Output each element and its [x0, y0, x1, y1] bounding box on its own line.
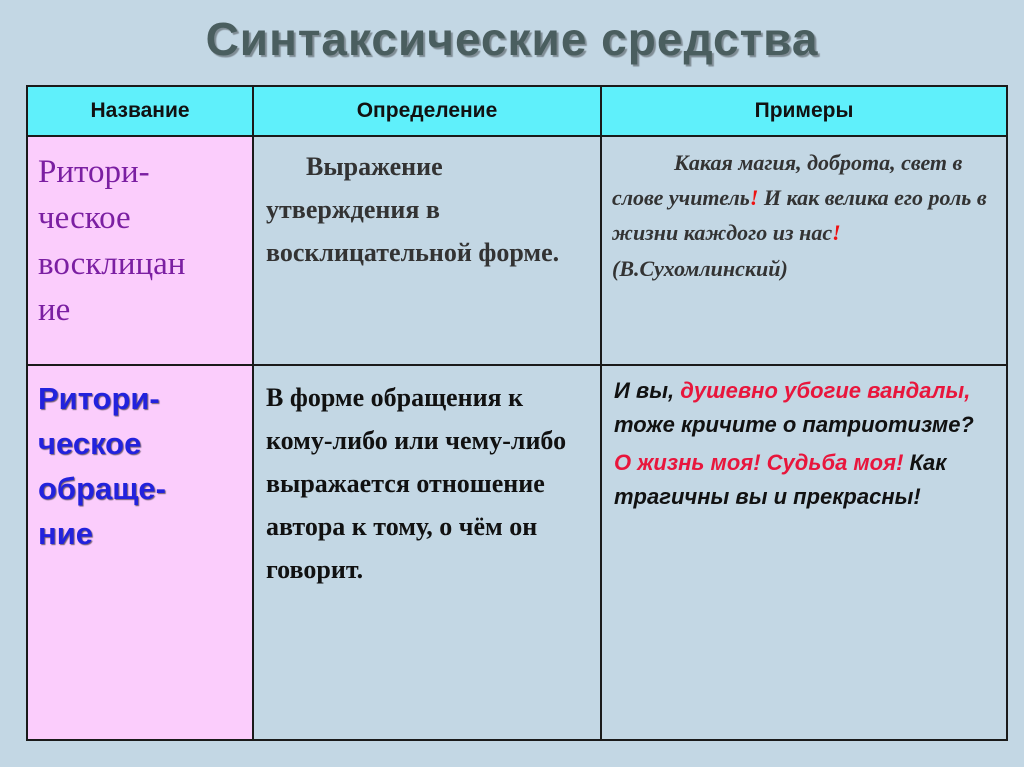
example-highlight: душевно убогие вандалы,	[680, 378, 971, 403]
header-name: Название	[27, 86, 253, 136]
syntax-table	[26, 85, 1008, 741]
term-name: Ритори- ческое обраще- ние	[38, 381, 166, 551]
exclamation-mark: !	[749, 185, 759, 210]
example-quote	[602, 137, 1006, 250]
header-definition: Определение	[253, 86, 601, 136]
examples-cell	[601, 136, 1007, 365]
example-text: И как велика его роль в жизни каждого из нас	[612, 185, 987, 245]
exclamation-mark: !	[832, 220, 841, 245]
example-quote	[602, 442, 1006, 514]
term-definition: Выражение утверждения в восклицательной форме.	[266, 152, 560, 267]
table-row	[27, 365, 1007, 740]
example-text: Как трагичны вы и прекрасны!	[614, 450, 947, 509]
header-examples: Примеры	[601, 86, 1007, 136]
table-row	[27, 136, 1007, 365]
example-text: Какая магия, доброта, свет в слове учитель	[612, 150, 963, 210]
name-cell	[27, 365, 253, 740]
example-text: тоже кричите о патриотизме?	[614, 412, 974, 437]
examples-cell	[601, 365, 1007, 740]
definition-cell	[253, 136, 601, 365]
name-cell	[27, 136, 253, 365]
quote-author: (В.Сухомлинский)	[612, 256, 788, 281]
example-text: И вы,	[614, 378, 681, 403]
example-quote	[602, 366, 1006, 442]
table-header-row	[27, 86, 1007, 136]
example-highlight: О жизнь моя! Судьба моя!	[614, 450, 904, 475]
term-name: Ритори- ческое восклицан ие	[38, 154, 186, 328]
definition-cell	[253, 365, 601, 740]
term-definition: В форме обращения к кому-либо или чему-либо выражается отношение автора к тому, о чём он говорит.	[266, 383, 567, 584]
slide-title: Синтаксические средства	[205, 13, 819, 65]
